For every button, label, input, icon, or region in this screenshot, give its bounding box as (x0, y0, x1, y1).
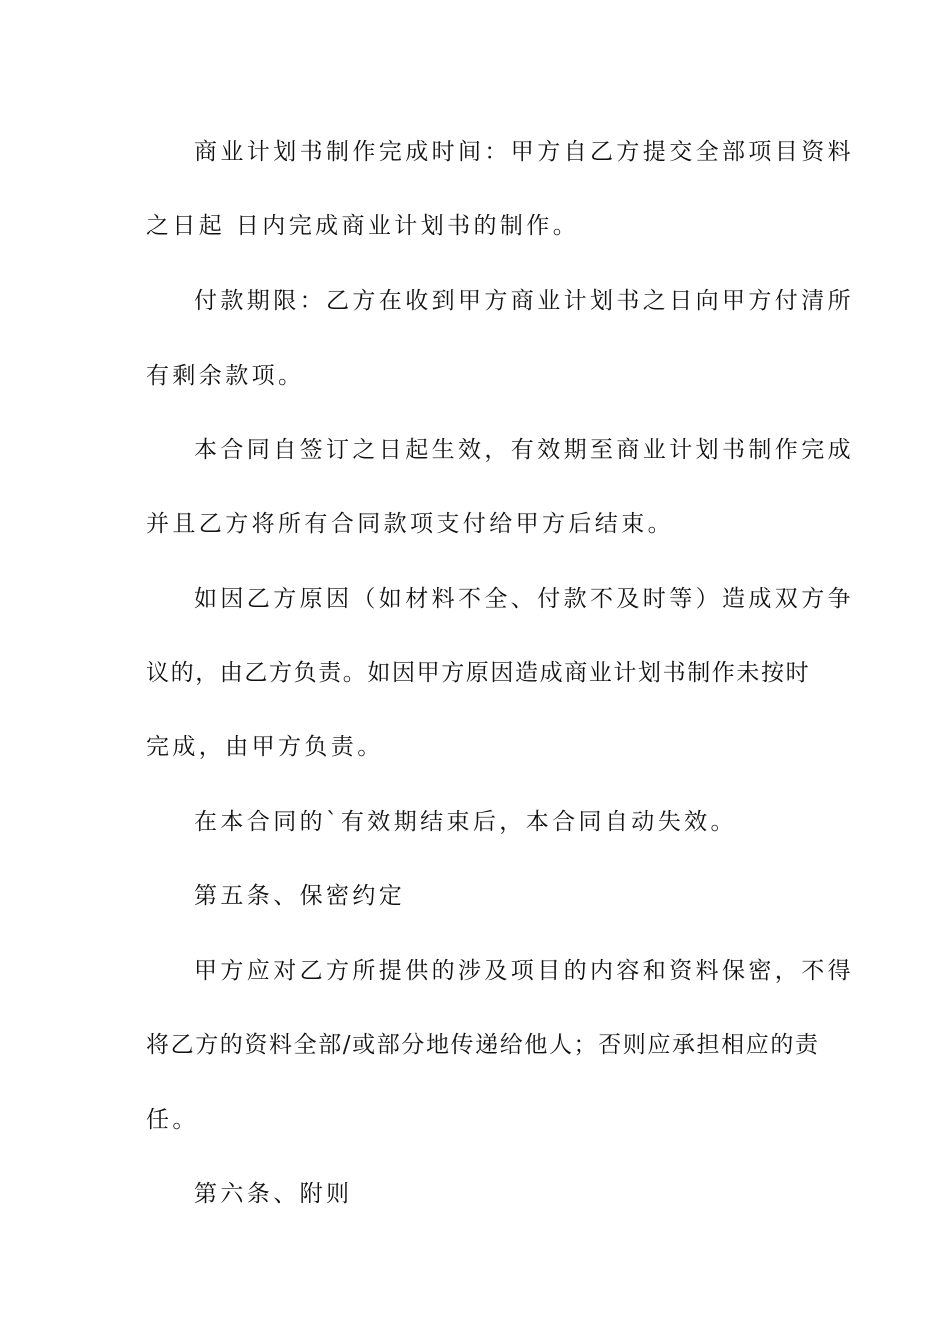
paragraph-line: 在本合同的`有效期结束后，本合同自动失效。 (194, 809, 737, 835)
paragraph-line: 完成，由甲方负责。 (146, 734, 384, 760)
paragraph-line: 商业计划书制作完成时间：甲方自乙方提交全部项目资料 (194, 139, 854, 165)
paragraph-line: 付款期限：乙方在收到甲方商业计划书之日向甲方付清所 (194, 288, 854, 314)
paragraph-line: 将乙方的资料全部/或部分地传递给他人；否则应承担相应的责 (146, 1032, 820, 1058)
paragraph-line: 并且乙方将所有合同款项支付给甲方后结束。 (146, 511, 674, 537)
paragraph-line: 之日起 日内完成商业计划书的制作。 (146, 213, 580, 239)
section-heading: 第六条、附则 (194, 1181, 353, 1207)
paragraph-line: 议的，由乙方负责。如因甲方原因造成商业计划书制作未按时 (146, 660, 811, 686)
paragraph-line: 本合同自签订之日起生效，有效期至商业计划书制作完成 (194, 437, 854, 463)
paragraph-line: 甲方应对乙方所提供的涉及项目的内容和资料保密，不得 (194, 958, 854, 984)
paragraph-line: 如因乙方原因（如材料不全、付款不及时等）造成双方争 (194, 586, 854, 612)
paragraph-line: 有剩余款项。 (146, 363, 305, 389)
section-heading: 第五条、保密约定 (194, 883, 406, 909)
paragraph-line: 任。 (146, 1107, 199, 1133)
